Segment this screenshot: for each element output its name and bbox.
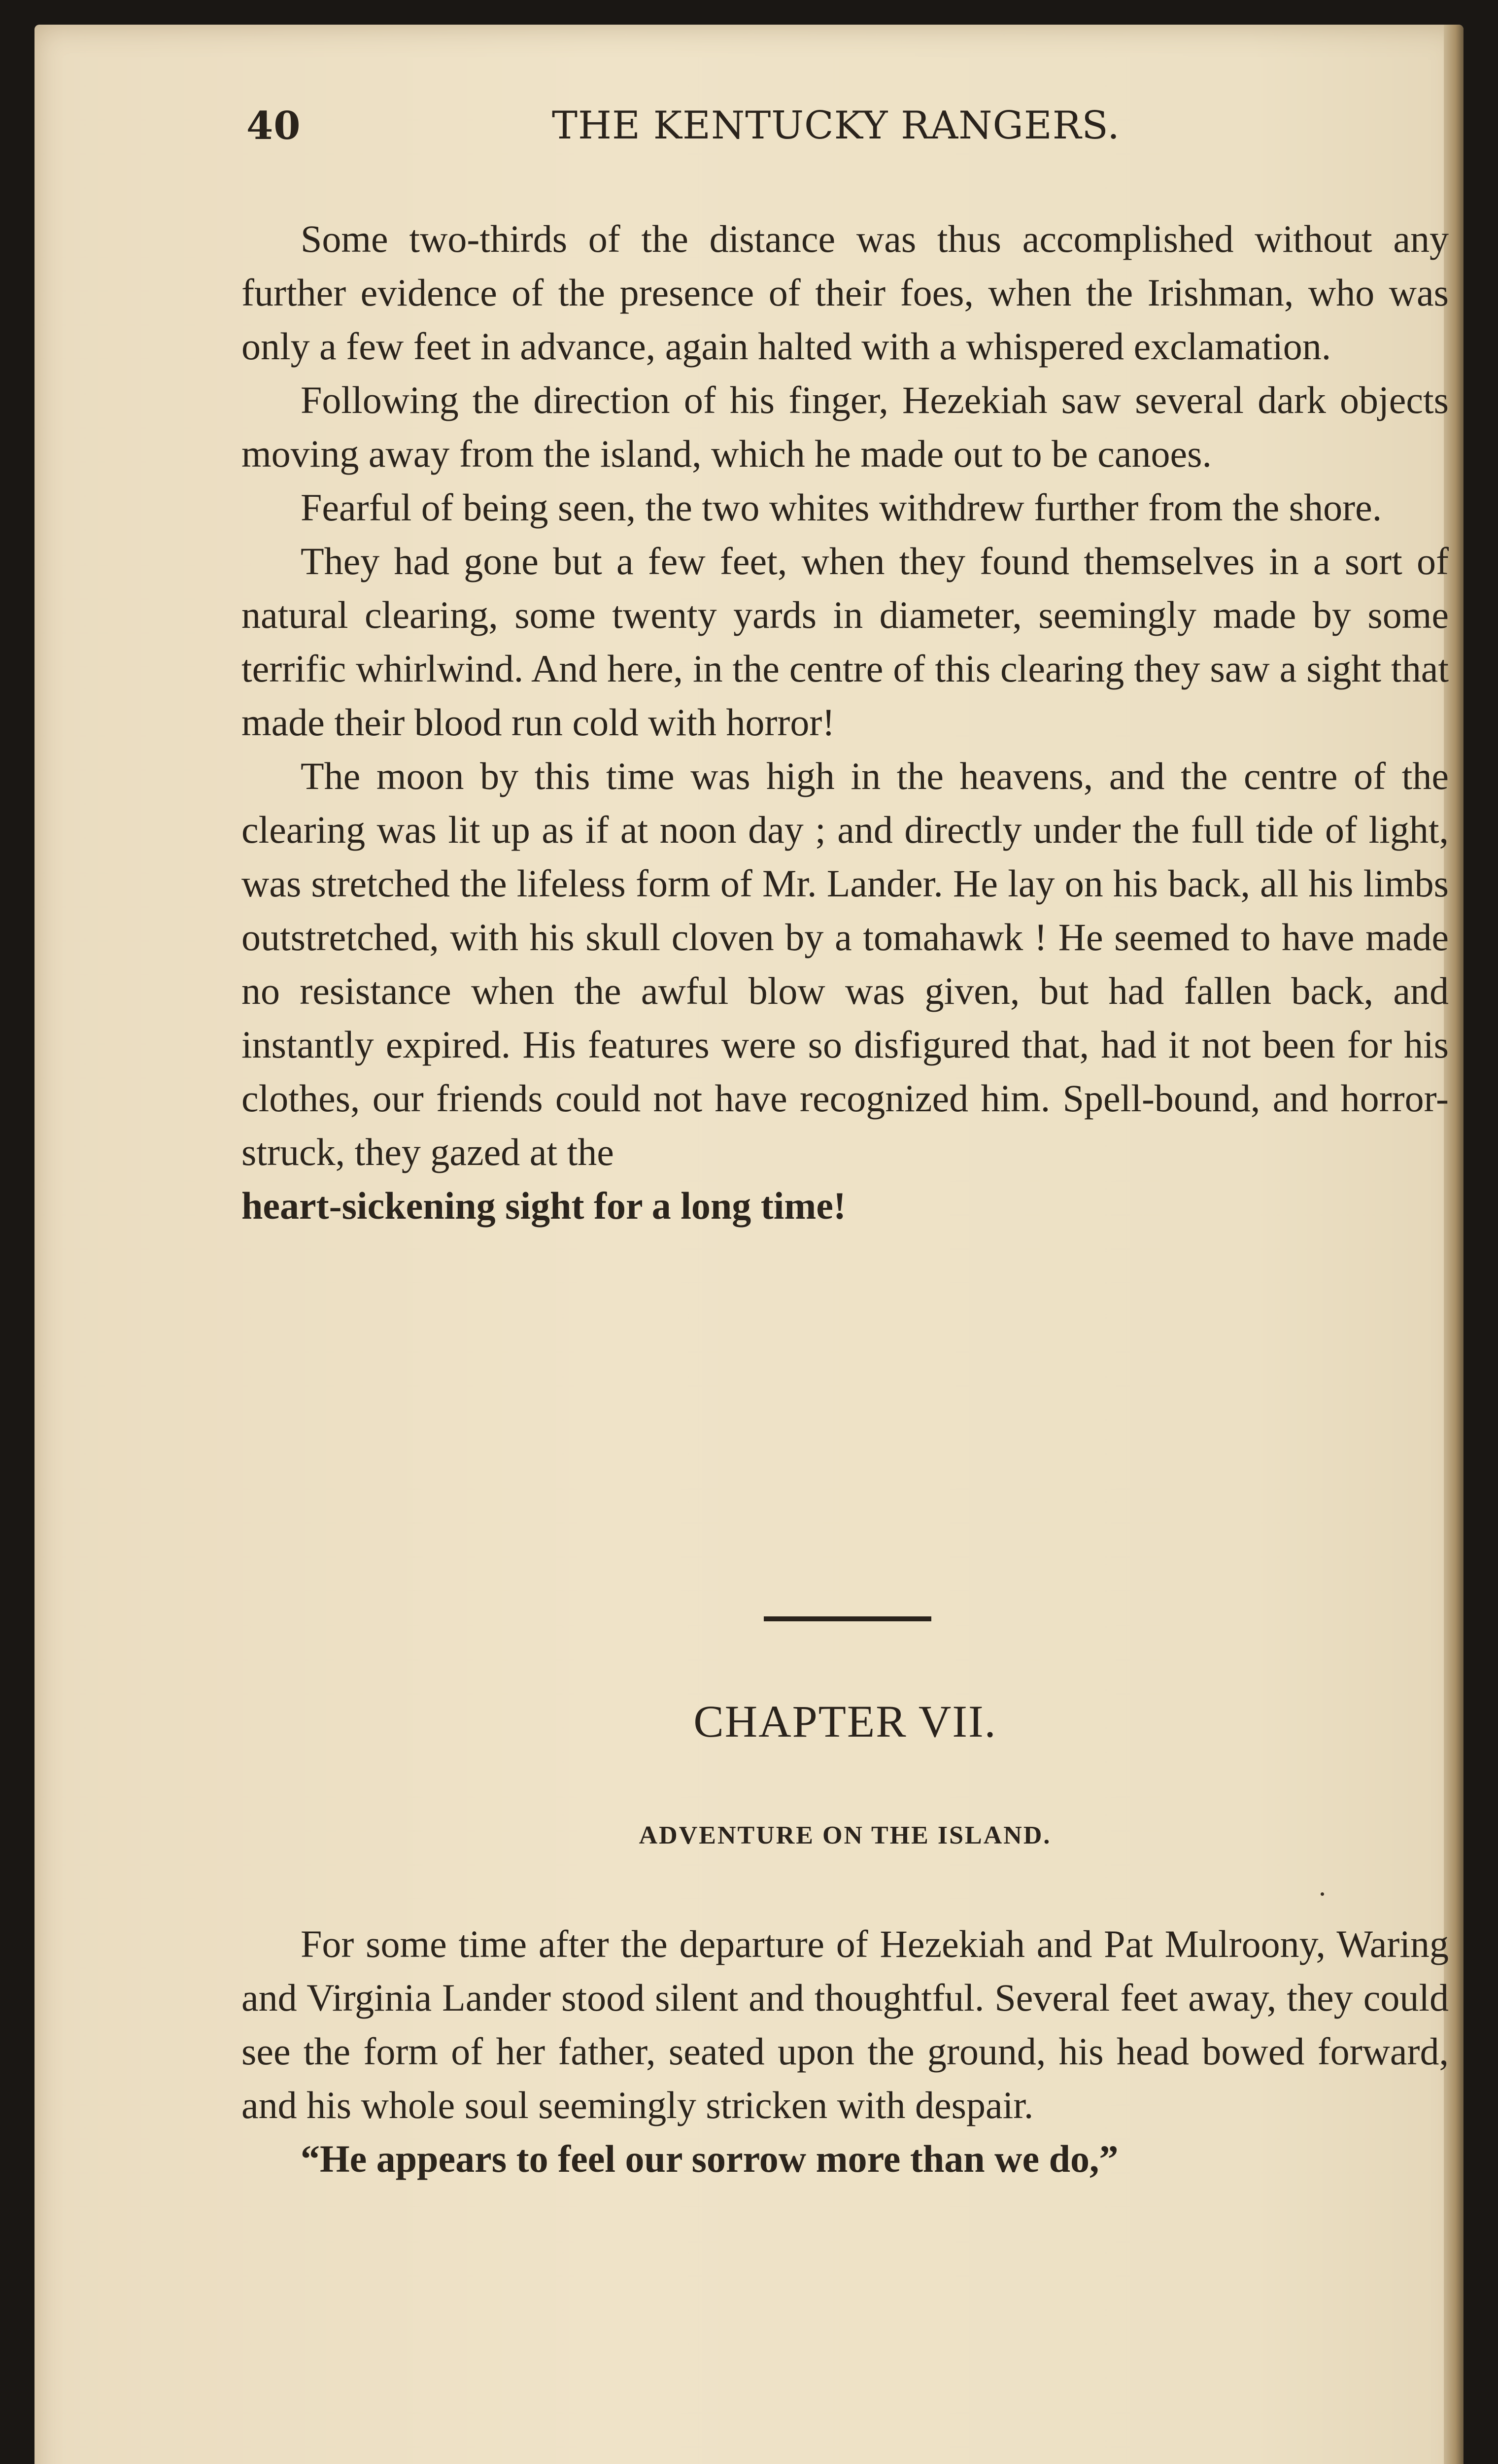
- paragraph: Fearful of being seen, the two whites withdrew further from the shore.: [301, 486, 1382, 529]
- paragraph: They had gone but a few feet, when they found themselves in a sort of natural clearing, some twenty yards in diameter, seemingly made by some terrific whirlwind. And here, in the centre of this clearing they saw a sight that made their blood run cold with horror!: [241, 540, 1449, 744]
- running-header: [246, 103, 1464, 163]
- paragraph: The moon by this time was high in the heavens, and the centre of the clearing was lit up as if at noon day ; and directly under the full tide of light, was stretched the lifeless form of Mr. Lander. He lay on his back, all his limbs outstretched, with his skull cloven by a tomahawk ! He seemed to have made no resistance when the awful blow was given, but had fallen back, and instantly expired. His features were so disfigured that, had it not been for his clothes, our friends could not have recognized him. Spell-bound, and horror-struck, they gazed at the: [241, 754, 1449, 1173]
- paragraph: Some two-thirds of the distance was thus accomplished without any further evidence of the presence of their foes, when the Irishman, who was only a few feet in advance, again halted with a whispered exclamation.: [241, 217, 1449, 368]
- chapter-title: CHAPTER VII.: [693, 1696, 997, 1746]
- page-number: 40: [246, 103, 301, 148]
- paragraph: Following the direction of his finger, Hezekiah saw several dark objects moving away from the island, which he made out to be canoes.: [241, 378, 1449, 475]
- section-divider: [764, 1616, 931, 1621]
- paragraph: For some time after the departure of Hezekiah and Pat Mulroony, Waring and Virginia Lander stood silent and thoughtful. Several feet away, they could see the form of her father, seated upon the ground, his head bowed forward, and his whole soul seemingly stricken with despair.: [241, 1922, 1449, 2126]
- paragraph-closing-line: heart-sickening sight for a long time!: [241, 1184, 846, 1227]
- book-page: [34, 25, 1464, 2464]
- section-one-text: [241, 212, 1449, 1232]
- dialogue-line: “He appears to feel our sorrow more than we do,”: [301, 2137, 1119, 2180]
- section-two-text: [241, 1917, 1449, 2186]
- running-title: THE KENTUCKY RANGERS.: [552, 103, 1120, 148]
- print-speck: [1321, 1892, 1324, 1896]
- chapter-subtitle: ADVENTURE ON THE ISLAND.: [639, 1821, 1052, 1849]
